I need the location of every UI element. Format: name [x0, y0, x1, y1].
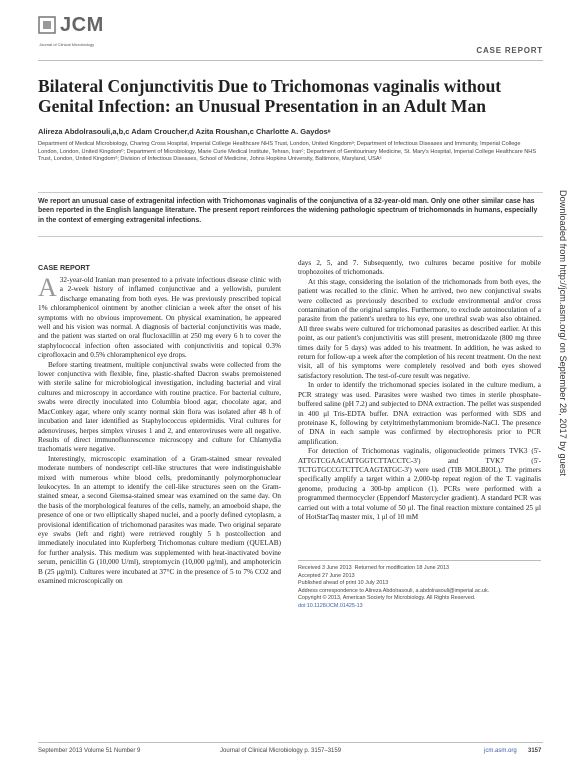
affiliations: Department of Medical Microbiology, Charing Cross Hospital, Imperial College Healthcare NHS Trust, London, United Kingdomᵃ; Department of Infectious Diseases and Immunity, Imperial College London, London, United Kingdomᵇ; Department of Microbiology, Marie Curie Medical Institute, Tehran, Iranᶜ; Department of Genitourinary Medicine, St. Mary's Hospital, Imperial College Healthcare NHS Trust, London, United Kingdomᵈ; Division of Infectious Diseases, School of Medicine, Johns Hopkins University, Baltimore, Maryland, USAᵉ	[38, 141, 537, 163]
footer-divider	[38, 742, 543, 743]
body-paragraph: For detection of Trichomonas vaginalis, oligonucleotide primers TVK3 (5'-ATTGTCGAACATTGGTCTTACCTC-3') and TVK7 (5'-TCTGTGCCGTCTTCAAGTATGC-3') were used (TIB MOLBIOL). The primers specifically amplify a target within a 2,000-bp repeat region of the T. vaginalis genome, producing a 300-bp amplicon (1). PCRs were performed with a programmed thermocycler (Eppendorf Mastercycler gradient). A standard PCR was carried out with a total volume of 50 μl. The final reaction mixture contained 25 μl of HotStarTaq master mix, 1 μl of 10 mM	[298, 447, 541, 521]
page-number: 3157	[528, 748, 542, 754]
received-date: Received 3 June 2013	[298, 565, 352, 571]
section-heading: CASE REPORT	[38, 263, 90, 272]
body-paragraph: A 32-year-old Iranian man presented to a private infectious disease clinic with a 2-week history of inflamed conjunctivae and a yellowish, purulent discharge emanating from both eyes. He was previously prescribed topical 1% chloramphenicol ointment by another clinician a week after the onset of his symptoms with no obvious improvement. On physical examination, he appeared well and his vision was normal. A diagnosis of bacterial conjunctivitis was made, and the patient was started on oral flucloxacillin at 250 mg every 6 h to cover the staphylococcal infection often associated with conjunctivitis and topical 0.3% ciprofloxacin and 0.5% chloramphenicol eye drops.	[38, 276, 281, 360]
footer-url-link[interactable]: jcm.asm.org	[484, 748, 517, 754]
published-date: Published ahead of print 10 July 2013	[298, 580, 389, 587]
logo-subtitle: Journal of Clinical Microbiology	[39, 42, 95, 47]
body-paragraph: At this stage, considering the isolation of the trichomonads from both eyes, the patient was recalled to the clinic. When he arrived, two new conjunctival swabs were collected as previously described to exclude environmental and/or cross contamination of the original samples. Furthermore, to exclude autoinoculation of a parasite from the patient's urethra to his eye, one urethral swab was also obtained. All three swabs were cultured for trichomonad parasites as described earlier. At this point, as our patient's conjunctivitis was still present, metronidazole (800 mg three times daily for 5 days) was added to his treatment. In addition, he was asked to return for follow-up a week after the completion of his recent treatment. On the next visit, all of his symptoms were completely resolved and both eyes showed satisfactory resolution. The test-of-cure result was negative.	[298, 277, 541, 380]
returned-date: Returned for modification 18 June 2013	[354, 565, 450, 571]
author-list: Alireza Abdolrasouli,a,b,c Adam Croucher,d Azita Roushan,c Charlotte A. Gaydosᵉ	[38, 127, 331, 136]
asm-logo-icon	[38, 16, 56, 34]
right-column	[298, 259, 541, 555]
body-paragraph: Before starting treatment, multiple conjunctival swabs were collected from the lower conjunctiva with flexible, fine, plastic-shafted Dacron swabs premoistened with sterile saline for microbiological investigation, including bacterial and viral cultures and microscopy in accordance with routine practice. For bacterial culture, swabs were directly inoculated into Columbia blood agar, chocolate agar, and MacConkey agar, where only scanty normal skin flora was isolated after 48 h of incubation and later identified as Staphylococcus epidermidis. Viral cultures for adenoviruses, herpes simplex viruses 1 and 2, and enteroviruses were all negative. Results of direct immunofluorescence microscopy and culture for Chlamydia trachomatis were negative.	[38, 360, 281, 454]
doi-link[interactable]: doi:10.1128/JCM.01425-13	[298, 602, 363, 609]
journal-logo	[38, 14, 108, 54]
article-title: Bilateral Conjunctivitis Due to Trichomonas vaginalis without Genital Infection: an Unusual Presentation in an Adult Man	[38, 76, 502, 116]
body-paragraph: In order to identify the trichomonad species isolated in the culture medium, a PCR strategy was used. Parasites were washed two times in sterile phosphate-buffered saline (pH 7.2) and subjected to DNA extraction. The pellet was suspended in 400 μl Tris-EDTA buffer. DNA extraction was performed with SDS and proteinase K, following by cetyltrimethylammonium bromide-NaCl. The presence of DNA in each sample was confirmed by electrophoresis prior to PCR amplification.	[298, 381, 541, 446]
abstract-divider-bottom	[38, 236, 543, 237]
left-column	[38, 276, 281, 745]
body-paragraph: days 2, 5, and 7. Subsequently, two cultures became positive for mobile trophozoites of trichomonads.	[298, 259, 541, 277]
download-watermark: Downloaded from http://jcm.asm.org/ on September 28, 2017 by guest	[558, 190, 568, 476]
logo-text: JCM	[60, 14, 104, 36]
header-divider	[38, 60, 543, 61]
accepted-date: Accepted 27 June 2013	[298, 572, 355, 579]
correspondence: Address correspondence to Alireza Abdolrasouli, a.abdolrasouli@imperial.ac.uk.	[298, 587, 490, 594]
footer-issue: September 2013 Volume 51 Number 9	[38, 748, 141, 754]
footer-journal: Journal of Clinical Microbiology p. 3157–3159	[220, 748, 342, 754]
article-info-box	[298, 560, 541, 686]
copyright: Copyright © 2013, American Society for Microbiology. All Rights Reserved.	[298, 595, 476, 602]
abstract: We report an unusual case of extragenital infection with Trichomonas vaginalis of the conjunctiva of a 32-year-old man. Only one other similar case has been reported in the English language literature. The present report reinforces the widening pathologic spectrum of trichomonads in humans, especially in the context of emerging extragenital infections.	[38, 198, 538, 224]
abstract-divider-top	[38, 192, 543, 193]
body-paragraph: Interestingly, microscopic examination of a Gram-stained smear revealed moderate numbers of nondescript cell-like structures that were indistinguishable mixed with numerous white blood cells, predominantly polymorphonuclear leukocytes. In an attempt to identify the cell-like structures seen on the Gram-stained smear, a second Giemsa-stained smear was examined on the same day. On the basis of the morphological features of the cells, namely, an amoeboid shape, the presence of one or two elliptically shaped nuclei, and a poorly defined cytoplasm, a provisional identification of trichomonad parasites was made. Two original separate eye swabs (left and right) were retrieved roughly 5 h postcollection and immediately inoculated into Kupferberg Trichomonas culture medium (QUELAB) for further analysis. This medium was supplemented with heat-inactivated bovine serum, penicillin G (10,000 U/ml), streptomycin (10,000 μg/ml), and amphotericin B (25 μg/ml). Cultures were incubated at 37°C in the presence of 5 to 7% CO2 and examined microscopically on	[38, 454, 281, 585]
article-type-label: CASE REPORT	[476, 46, 543, 55]
drop-cap: A	[38, 276, 57, 302]
